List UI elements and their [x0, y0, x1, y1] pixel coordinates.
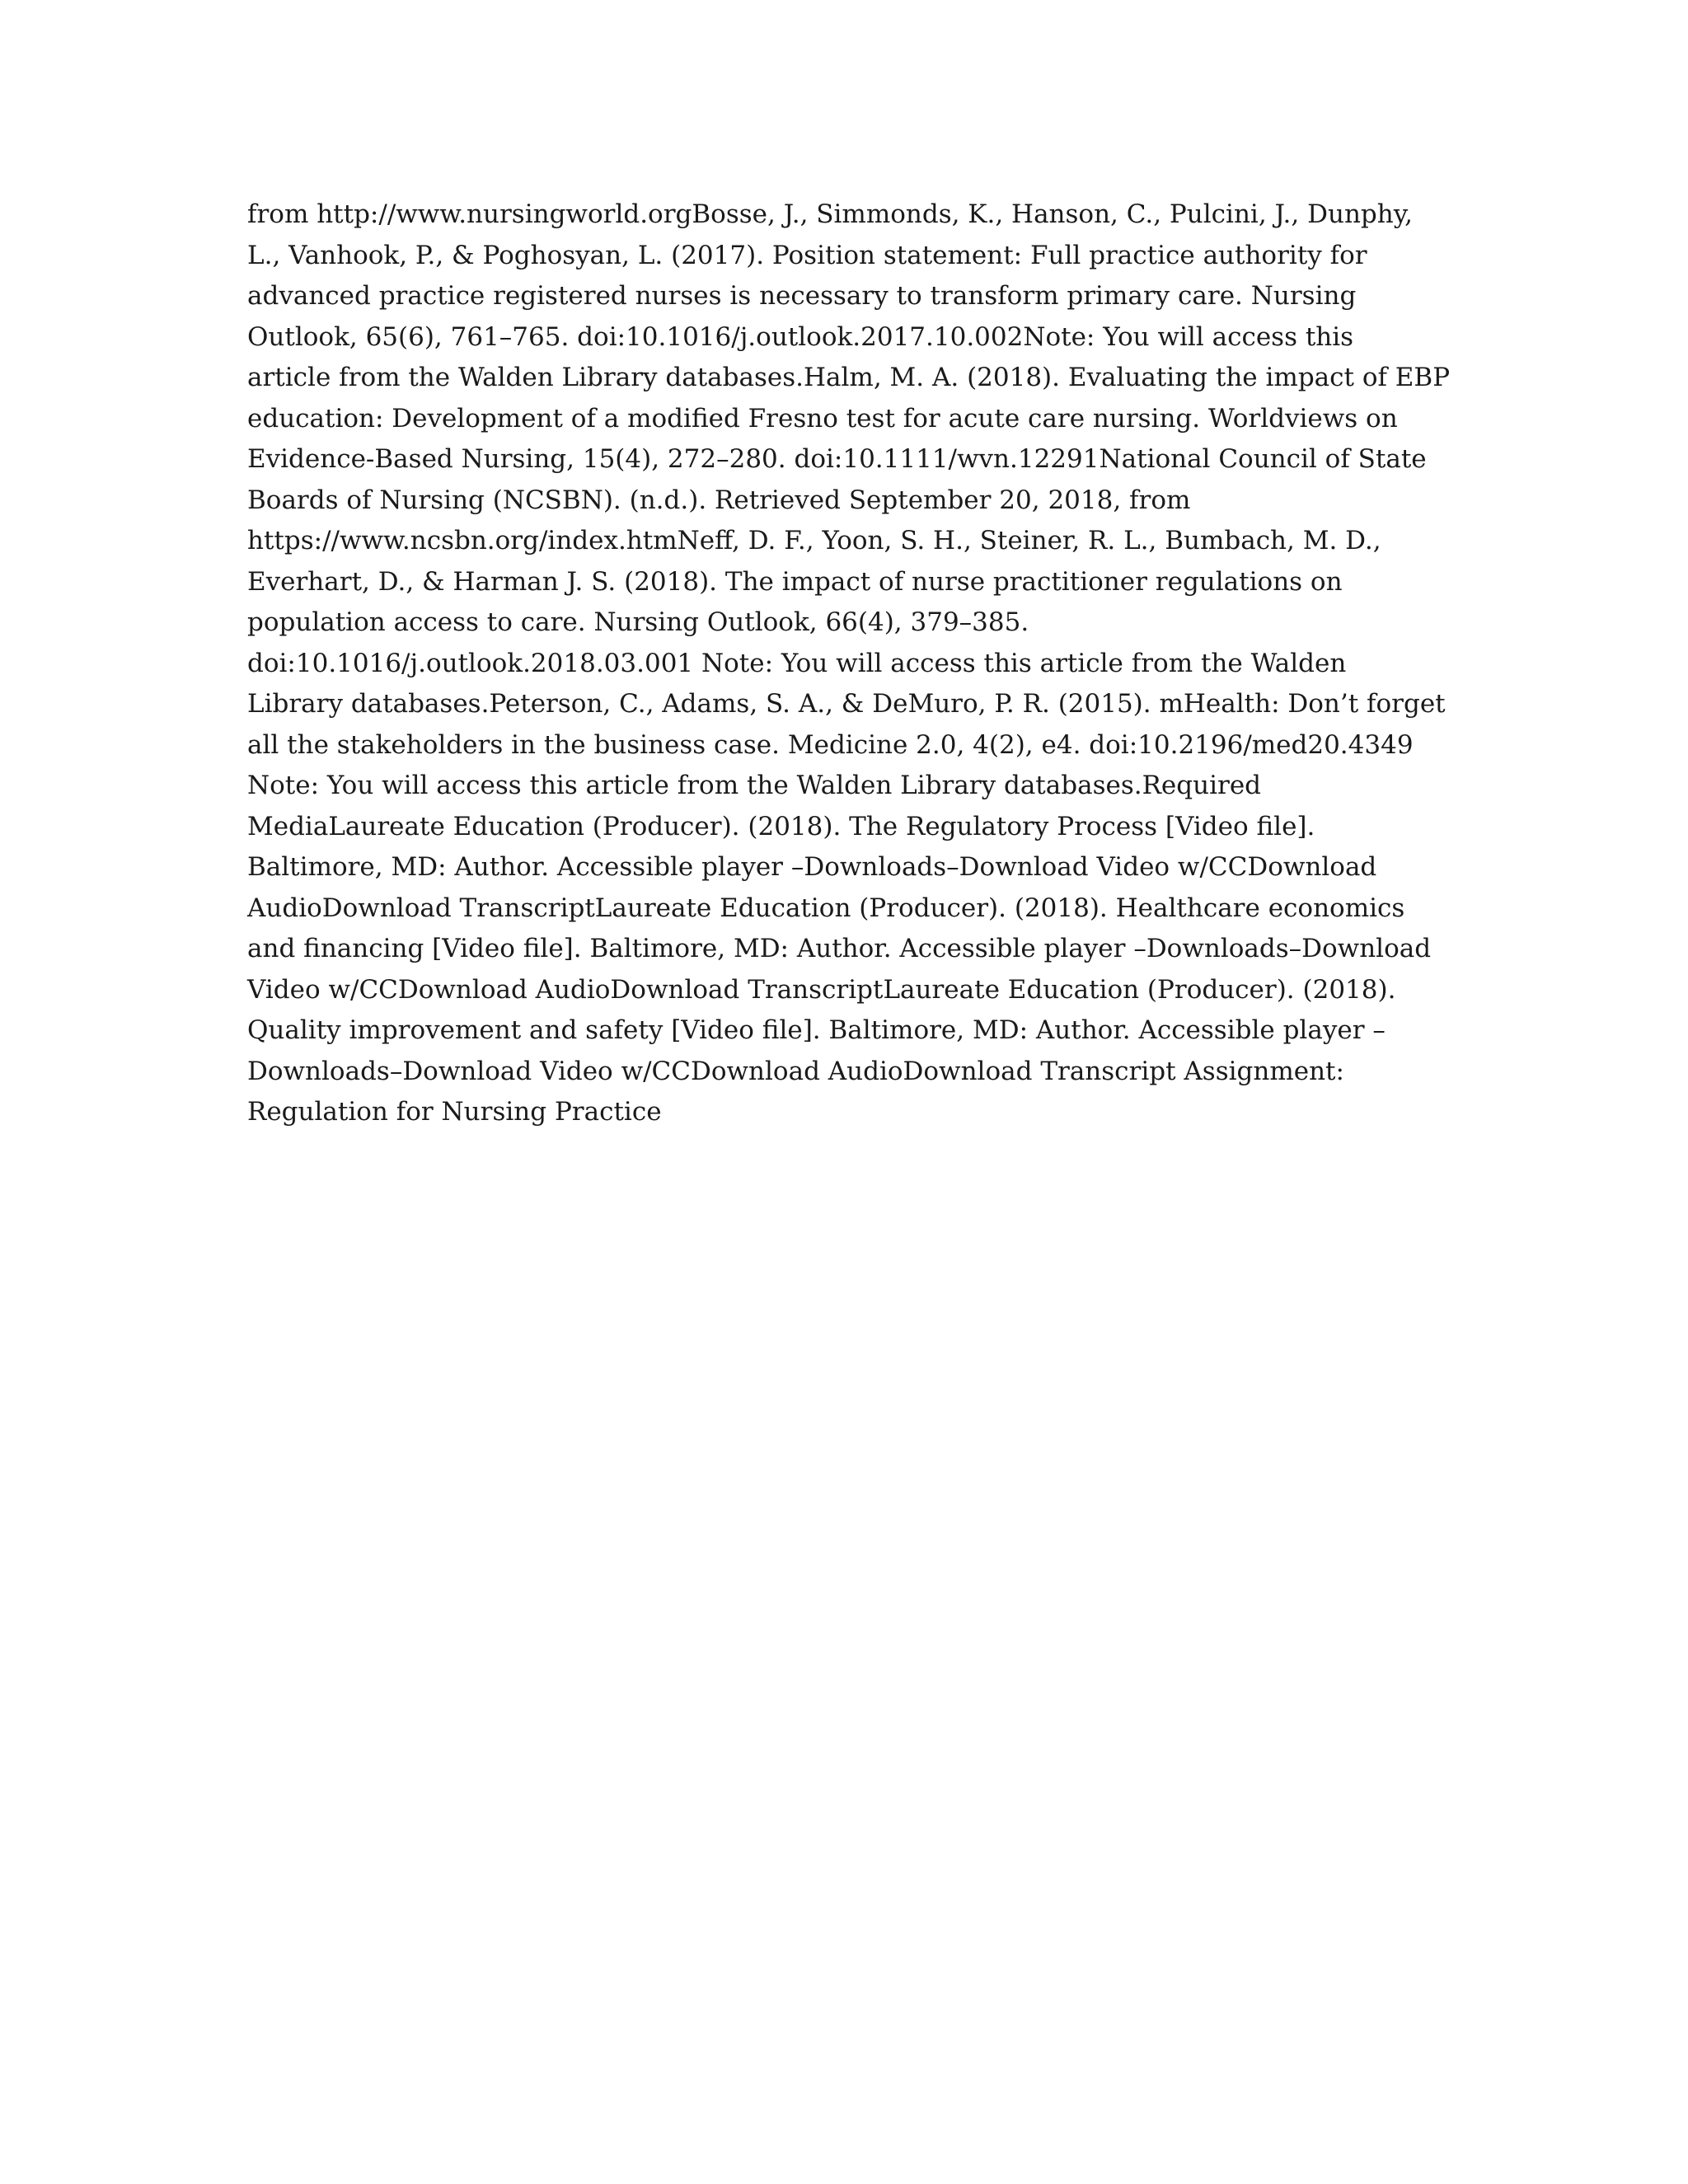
text-line: Note: You will access this article from the Walden Library databases.Required — [247, 771, 1262, 800]
text-line: Library databases.Peterson, C., Adams, S. A., & DeMuro, P. R. (2015). mHealth: Don’t forget — [247, 689, 1446, 719]
text-line: Video w/CCDownload AudioDownload TranscriptLaureate Education (Producer). (2018). — [247, 974, 1396, 1005]
text-line: L., Vanhook, P., & Poghosyan, L. (2017). Position statement: Full practice authority for — [247, 240, 1367, 270]
text-line: Evidence-Based Nursing, 15(4), 272–280. doi:10.1111/wvn.12291National Council of State — [247, 444, 1427, 474]
text-line: Outlook, 65(6), 761–765. doi:10.1016/j.outlook.2017.10.002Note: You will access this — [247, 321, 1354, 352]
text-line: all the stakeholders in the business case. Medicine 2.0, 4(2), e4. doi:10.2196/med20.4349 — [247, 729, 1414, 760]
text-line: and financing [Video file]. Baltimore, MD: Author. Accessible player –Downloads–Download — [247, 934, 1432, 963]
text-line: MediaLaureate Education (Producer). (2018). The Regulatory Process [Video file]. — [247, 811, 1315, 841]
text-line: Baltimore, MD: Author. Accessible player –Downloads–Download Video w/CCDownload — [247, 852, 1377, 882]
text-line: Everhart, D., & Harman J. S. (2018). The impact of nurse practitioner regulations on — [247, 566, 1343, 597]
text-line: doi:10.1016/j.outlook.2018.03.001 Note: You will access this article from the Walden — [247, 648, 1347, 678]
text-line: population access to care. Nursing Outlook, 66(4), 379–385. — [247, 607, 1029, 637]
text-line: AudioDownload TranscriptLaureate Education (Producer). (2018). Healthcare economics — [247, 893, 1405, 923]
text-line: education: Development of a modified Fresno test for acute care nursing. Worldviews on — [247, 403, 1398, 434]
text-line: from http://www.nursingworld.orgBosse, J., Simmonds, K., Hanson, C., Pulcini, J., Dunphy, — [247, 199, 1413, 229]
text-line: advanced practice registered nurses is necessary to transform primary care. Nursing — [247, 281, 1357, 311]
text-line: Downloads–Download Video w/CCDownload AudioDownload Transcript Assignment: — [247, 1056, 1344, 1086]
text-line: Quality improvement and safety [Video file]. Baltimore, MD: Author. Accessible player – — [247, 1015, 1386, 1045]
text-line: Boards of Nursing (NCSBN). (n.d.). Retrieved September 20, 2018, from — [247, 485, 1191, 515]
text-line: article from the Walden Library databases.Halm, M. A. (2018). Evaluating the impact of EBP — [247, 363, 1451, 392]
reference-paragraph — [247, 194, 1451, 1133]
text-line: https://www.ncsbn.org/index.htmNeff, D. F., Yoon, S. H., Steiner, R. L., Bumbach, M. D., — [247, 526, 1381, 555]
text-line: Regulation for Nursing Practice — [247, 1097, 662, 1127]
